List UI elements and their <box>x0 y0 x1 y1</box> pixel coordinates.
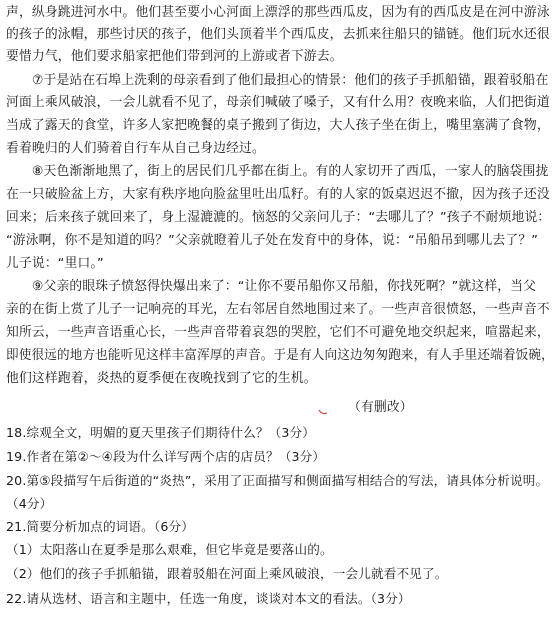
article-line: “游泳啊，你不是知道的吗？”父亲就瞪着儿子处在发育中的身体，说：“吊船吊到哪儿去了？” <box>6 233 539 248</box>
article-line: 亲的在街上赏了儿子一记响亮的耳光，左右邻居自然地围过来了。一些声音很愤怒，一些声音不 <box>6 302 550 317</box>
paragraph-7-start: ⑦于是站在石埠上洗剩的母亲看到了他们最担心的情景：他们的孩子手抓船锚，跟着驳船在 <box>6 73 549 88</box>
source-note: （有删改） <box>348 400 413 415</box>
article-line: 的孩子的泳帽，那些讨厌的孩子，他们头顶着半个西瓜皮，去抓来往船只的锚链。他们玩水还很 <box>6 27 550 42</box>
question-21: 21.简要分析加点的词语。（6分） <box>6 519 195 534</box>
article-line: 要惜力气，他们要求船家把他们带到河的上游或者下游去。 <box>6 49 343 64</box>
article-line: 在一只破脸盆上方，大家有秩序地向脸盆里吐出瓜籽。有的人家的饭桌迟迟不撤，因为孩子还没 <box>6 187 550 202</box>
article-line: 声，纵身跳进河水中。他们甚至要小心河面上漂浮的那些西瓜皮，因为有的西瓜皮是在河中游泳 <box>6 5 550 20</box>
article-line: 看着晚归的人们骑着自行车从自己身边经过。 <box>6 141 265 156</box>
paragraph-9-start: ⑨父亲的眼珠子愤怒得快爆出来了：“让你不要吊船你又吊船，你找死啊？”就这样，当父 <box>6 279 537 294</box>
question-19: 19.作者在第②～④段为什么详写两个店的店员？（3分） <box>6 449 326 464</box>
red-mark-icon <box>318 408 328 416</box>
article-line: 知所云，一些声音语重心长，一些声音带着哀怨的哭腔，它们不可避免地交织起来，喧嚣起来， <box>6 325 550 340</box>
question-20: 20.第⑤段描写午后街道的“炎热”，采用了正面描写和侧面描写相结合的写法，请具体分析说明。 <box>6 473 549 488</box>
article-line: 即使很远的地方也能听见这样丰富浑厚的声音。于是有人向这边匆匆跑来，有人手里还端着饭碗， <box>6 348 554 363</box>
article-line: 河面上乘风破浪，一会儿就看不见了，母亲们喊破了嗓子，又有什么用？夜晚来临，人们把街道 <box>6 95 550 110</box>
article-line: 回来；后来孩子就回来了，身上湿漉漉的。恼怒的父亲问儿子：“去哪儿了？”孩子不耐烦地说： <box>6 210 551 225</box>
paragraph-8-start: ⑧天色渐渐地黑了，街上的居民们几乎都在街上。有的人家切开了西瓜，一家人的脑袋围拢 <box>6 164 549 179</box>
article-line: 当成了露天的食堂，许多人家把晚餐的桌子搬到了街边，大人孩子坐在街上，嘴里塞满了食物， <box>6 118 550 133</box>
article-line: 儿子说：“里口。” <box>6 256 104 271</box>
article-line: 他们这样跑着，炎热的夏季便在夜晚找到了它的生机。 <box>6 371 317 386</box>
question-20-score: （4分） <box>6 496 53 511</box>
question-21-item-1: （1）太阳落山在夏季是那么艰难，但它毕竟是要落山的。 <box>6 542 333 557</box>
question-22: 22.请从选材、语言和主题中，任选一角度，谈谈对本文的看法。（3分） <box>6 591 411 606</box>
question-21-item-2: （2）他们的孩子手抓船锚，跟着驳船在河面上乘风破浪，一会儿就看不见了。 <box>6 566 448 581</box>
question-18: 18.综观全文，明媚的夏天里孩子们期待什么？（3分） <box>6 425 316 440</box>
